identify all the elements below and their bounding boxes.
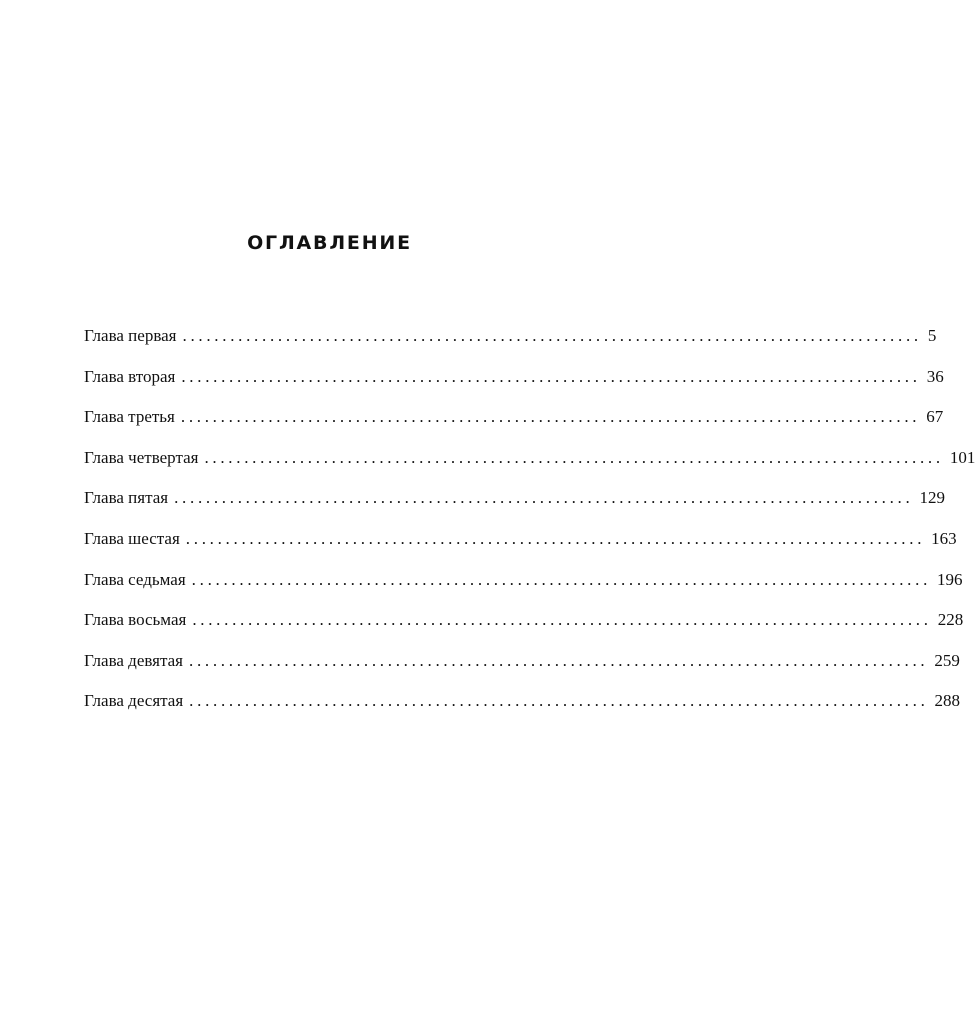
toc-entry-label: Глава шестая: [84, 528, 180, 548]
toc-entry-label: Глава третья: [84, 407, 175, 427]
toc-entry-page: 101: [949, 447, 975, 467]
toc-entry-3: [84, 405, 944, 429]
toc-entry-label: Глава четвертая: [84, 447, 199, 467]
dot-leader: .............................................................................................: [174, 488, 914, 508]
dot-leader: .............................................................................................: [180, 407, 921, 427]
toc-entry-10: [84, 689, 961, 713]
toc-entry-page: 5: [927, 326, 937, 345]
toc-entry-5: [84, 486, 945, 510]
toc-entry-4: [84, 446, 975, 470]
dot-leader: .............................................................................................: [204, 447, 944, 467]
dot-leader: .............................................................................................: [191, 569, 932, 589]
toc-entry-label: Глава первая: [84, 326, 177, 345]
toc-entry-label: Глава вторая: [84, 366, 176, 386]
toc-entry-page: 228: [937, 610, 964, 630]
toc-entry-6: [84, 527, 957, 551]
toc-entry-8: [84, 608, 964, 632]
toc-entry-9: [84, 649, 960, 673]
table-of-contents: [84, 324, 975, 730]
toc-entry-page: 36: [926, 366, 944, 386]
toc-entry-page: 163: [931, 528, 957, 548]
toc-entry-7: [84, 568, 963, 592]
toc-entry-label: Глава седьмая: [84, 569, 186, 589]
toc-entry-page: 259: [934, 650, 960, 670]
dot-leader: .............................................................................................: [181, 366, 921, 386]
toc-entry-2: [84, 365, 944, 389]
toc-entry-label: Глава десятая: [84, 691, 184, 711]
toc-entry-label: Глава пятая: [84, 488, 169, 508]
toc-entry-page: 67: [926, 407, 944, 427]
toc-entry-label: Глава девятая: [84, 650, 183, 670]
dot-leader: .............................................................................................: [189, 691, 929, 711]
toc-entry-1: [84, 324, 937, 348]
dot-leader: .............................................................................................: [185, 528, 926, 548]
dot-leader: .............................................................................................: [189, 650, 929, 670]
toc-entry-page: 196: [937, 569, 963, 589]
toc-entry-label: Глава восьмая: [84, 610, 187, 630]
dot-leader: .............................................................................................: [192, 610, 932, 630]
dot-leader: .............................................................................................: [182, 326, 922, 345]
toc-entry-page: 288: [934, 691, 961, 711]
toc-entry-page: 129: [919, 488, 945, 508]
page-title: ОГЛАВЛЕНИЕ: [247, 232, 412, 254]
